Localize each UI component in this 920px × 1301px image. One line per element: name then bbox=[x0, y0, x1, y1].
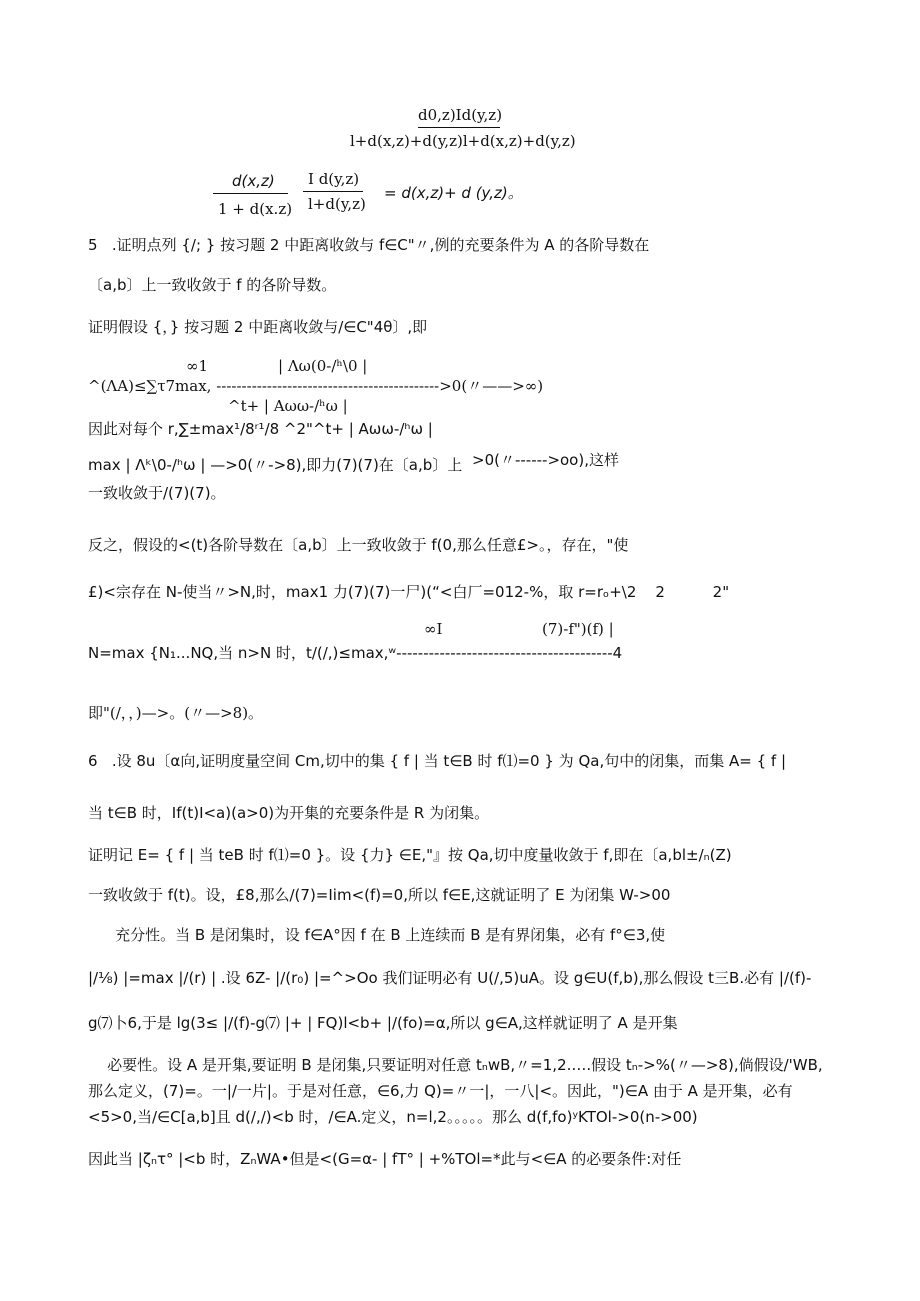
formula1-numerator: d0,z)Id(y,z) bbox=[418, 106, 503, 124]
p5-formula-top-b: | Λω(0-/ʰ\0 | bbox=[278, 357, 368, 375]
p5-n-top-a: ∞I bbox=[424, 620, 443, 638]
p6-sufficiency-line3: g⑺卜6,于是 lg(3≤ |/(f)-g⑺ |+ | FQ)l<b+ |/(fo)=α,所以 g∈A,这样就证明了 A 是开集 bbox=[88, 1014, 678, 1032]
p5-formula-top-a: ∞1 bbox=[186, 357, 209, 375]
p5-hence-line: 因此对每个 r,∑±max¹/8ʳ¹/8 ^2"^t+ | Aωω-/ʰω | bbox=[88, 420, 433, 438]
p5-n-top-b: (7)-f")(f) | bbox=[542, 620, 614, 638]
p5-formula-middle: ^(ΛA)≤∑τ7max, -------------------------------------------->0(〃——>∞) bbox=[88, 377, 544, 395]
p6-necessity-line2: 那么定义，(7)=。一|/一片|。于是对任意，∈6,力 Q)=〃一|，一八|<。因此，")∈A 由于 A 是开集，必有 bbox=[88, 1082, 793, 1100]
p5-n-line: N=max {N₁...NQ,当 n>N 时，t/(/,)≤max,ʷ----------------------------------------4 bbox=[88, 644, 623, 662]
p5-statement-line1: 5 .证明点列 {/; } 按习题 2 中距离收敛与 f∈C"〃,例的充要条件为 A 的各阶导数在 bbox=[88, 236, 650, 254]
p6-proof-line2: 一致收敛于 f(t)。设，£8,那么/(7)=Iim<(f)=0,所以 f∈E,这就证明了 E 为闭集 W->00 bbox=[88, 886, 671, 904]
p5-conclusion: 即"(/，，)—>。(〃—>8)。 bbox=[88, 704, 264, 722]
formula2-mid-numerator: I d(y,z) bbox=[308, 170, 360, 188]
formula1-denominator: l+d(x,z)+d(y,z)l+d(x,z)+d(y,z) bbox=[350, 132, 576, 150]
p5-proof-intro: 证明假设 {，} 按习题 2 中距离收敛与/∈C"4θ〕,即 bbox=[88, 318, 428, 336]
p6-sufficiency-line2: |/⅛) |=max |/(r) | .设 6Z- |/(r₀) |=^>Oo 我们证明必有 U(/,5)uA。设 g∈U(f,b),那么假设 t三B.必有 |/(f)- bbox=[88, 969, 812, 987]
p6-sufficiency-line1: 充分性。当 B 是闭集时，设 f∈A°因 f 在 B 上连续而 B 是有界闭集，必有 f°∈3,使 bbox=[96, 926, 666, 944]
p6-last-line: 因此当 |ζₙτ° |<b 时，ZₙWA•但是<(G=α- | fT° | +%TOl=*此与<∈A 的必要条件:对任 bbox=[88, 1150, 682, 1168]
p6-necessity-line1: 必要性。设 A 是开集,要证明 B 是闭集,只要证明对任意 tₙwB,〃=1,2.….假设 tₙ->%(〃—>8),倘假设/'WB, bbox=[88, 1056, 823, 1074]
p5-side-note: >0(〃------>oo),这样 bbox=[472, 451, 619, 469]
formula2-left-denominator: 1 + d(x.z) bbox=[218, 200, 293, 218]
p5-exists-line: £)<宗存在 N-使当〃>N,时，max1 力(7)(7)一尸)(“<白厂=012-%，取 r=rₒ+\2 2 2" bbox=[88, 583, 730, 601]
p5-converse-line: 反之，假设的<(t)各阶导数在〔a,b〕上一致收敛于 f(0,那么任意£>。，存在，"使 bbox=[88, 536, 629, 554]
p5-max-line: max | Λᵏ\0-/ʰω | —>0(〃->8),即力(7)(7)在〔a,b〕上 bbox=[88, 456, 463, 474]
p5-formula-bottom: ^t+ | Aωω-/ʰω | bbox=[228, 397, 348, 415]
formula2-left-numerator: d(x,z) bbox=[232, 172, 275, 190]
p6-proof-line1: 证明记 E= { f | 当 teB 时 f⑴=0 }。设 {力} ∈E,"』按 Qa,切中度量收敛于 f,即在〔a,bl±/ₙ(Z) bbox=[88, 846, 732, 864]
p6-statement-line2: 当 t∈B 时，If(t)I<a)(a>0)为开集的充要条件是 R 为闭集。 bbox=[88, 804, 490, 822]
formula1-fraction-bar bbox=[418, 127, 500, 128]
formula2-left-bar bbox=[213, 193, 288, 194]
p5-uniform-line: 一致收敛于/(7)(7)。 bbox=[88, 484, 226, 502]
formula2-mid-denominator: l+d(y,z) bbox=[308, 195, 366, 213]
formula2-mid-bar bbox=[303, 191, 363, 192]
formula2-result: = d(x,z)+ d (y,z)。 bbox=[384, 184, 523, 202]
p6-statement-line1: 6 .设 8u〔α向,证明度量空间 Cm,切中的集 { f | 当 t∈B 时 f⑴=0 } 为 Qa,句中的闭集，而集 A= { f | bbox=[88, 752, 786, 770]
p5-statement-line2: 〔a,b〕上一致收敛于 f 的各阶导数。 bbox=[88, 276, 337, 294]
p6-necessity-line3: <5>0,当/∈C[a,b]且 d(/,/)<b 时，/∈A.定义，n=l,2。。。。。那么 d(f,fo)ʸKTOl->0(n->00) bbox=[88, 1108, 698, 1126]
